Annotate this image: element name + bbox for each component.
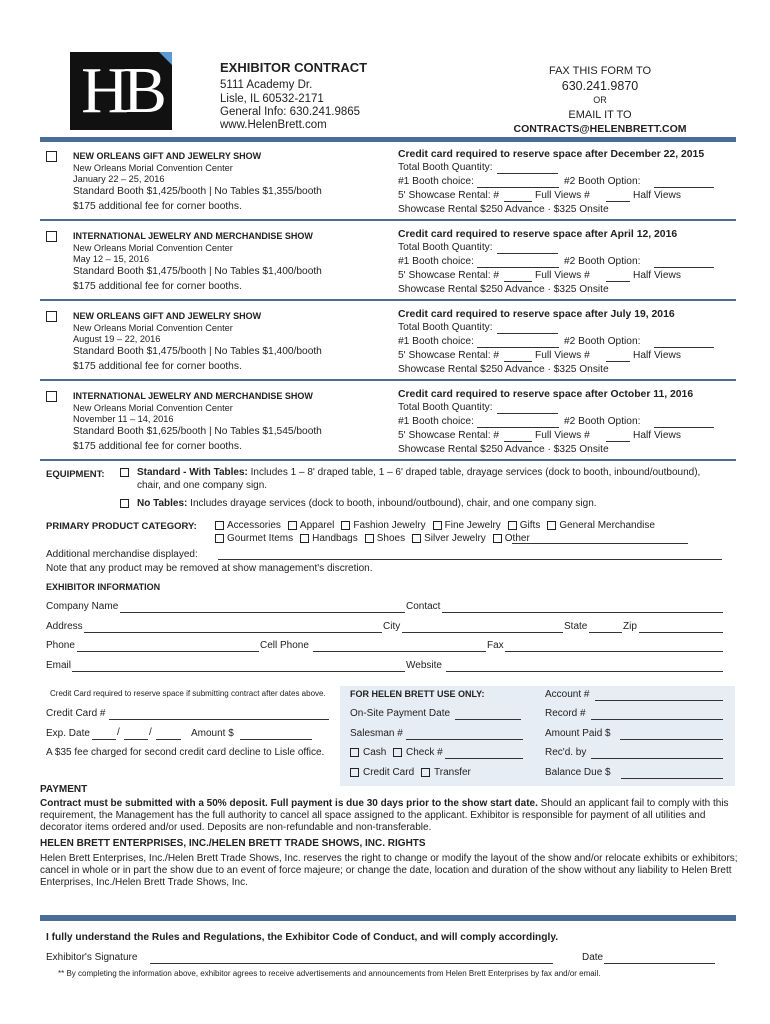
category-option[interactable] <box>215 533 293 544</box>
city-label: City <box>383 621 401 632</box>
website-field-label: Website <box>406 660 442 671</box>
general-info: General Info: 630.241.9865 <box>220 106 361 118</box>
header-divider <box>40 137 736 142</box>
showcase-rental-label: 5' Showcase Rental: # <box>398 270 500 281</box>
payment-heading: PAYMENT <box>40 784 88 795</box>
show-dates: November 11 – 14, 2016 <box>73 414 174 424</box>
total-booth-qty-label: Total Booth Quantity: <box>398 322 493 333</box>
credit-card-field[interactable] <box>109 708 329 720</box>
showcase-price: Showcase Rental $250 Advance · $325 Onsite <box>398 204 609 215</box>
show-checkbox[interactable] <box>46 151 57 162</box>
total-booth-qty-label: Total Booth Quantity: <box>398 242 493 253</box>
onsite-payment-label: On-Site Payment Date <box>350 708 451 719</box>
category-option[interactable] <box>433 520 501 531</box>
credit-card-deadline: Credit card required to reserve space after October 11, 2016 <box>398 389 694 400</box>
show-divider <box>40 299 736 301</box>
amount-paid-field[interactable] <box>620 728 723 740</box>
full-views-qty-field[interactable] <box>504 350 532 362</box>
zip-field[interactable] <box>639 621 723 633</box>
address-line-2: Lisle, IL 60532-2171 <box>220 93 324 105</box>
website-field[interactable] <box>446 660 723 672</box>
contract-title: EXHIBITOR CONTRACT <box>220 60 368 75</box>
category-label: General Merchandise <box>559 520 655 531</box>
second-booth-option-field[interactable] <box>654 176 714 188</box>
show-name: NEW ORLEANS GIFT AND JEWELRY SHOW <box>73 311 262 321</box>
show-divider <box>40 219 736 221</box>
showcase-price: Showcase Rental $250 Advance · $325 Onsite <box>398 444 609 455</box>
exp-year-field[interactable] <box>156 728 181 740</box>
address-line-1: 5111 Academy Dr. <box>220 79 313 91</box>
show-venue: New Orleans Morial Convention Center <box>73 323 233 333</box>
no-tables-option <box>137 498 597 509</box>
record-field[interactable] <box>591 708 723 720</box>
category-label: Shoes <box>376 533 406 544</box>
full-views-qty-field[interactable] <box>504 270 532 282</box>
show-name: NEW ORLEANS GIFT AND JEWELRY SHOW <box>73 151 262 161</box>
date-field[interactable] <box>604 952 715 964</box>
show-pricing: Standard Booth $1,425/booth | No Tables $1,355/booth <box>73 186 322 197</box>
additional-merchandise-field[interactable] <box>218 548 722 560</box>
category-checkbox[interactable] <box>508 521 517 530</box>
company-name-field[interactable] <box>120 601 405 613</box>
second-booth-option-field[interactable] <box>654 416 714 428</box>
check-number-field[interactable] <box>445 747 523 759</box>
second-booth-option-field[interactable] <box>654 256 714 268</box>
category-checkbox[interactable] <box>412 534 421 543</box>
category-label: Other <box>504 533 530 544</box>
transfer-label: Transfer <box>434 767 471 778</box>
transfer-checkbox[interactable] <box>421 768 430 777</box>
city-field[interactable] <box>402 621 563 633</box>
fax-number: 630.241.9870 <box>561 79 639 93</box>
half-views-label: Half Views <box>633 350 681 361</box>
salesman-field[interactable] <box>406 728 523 740</box>
category-label: Gourmet Items <box>227 533 294 544</box>
website-link[interactable]: www.HelenBrett.com <box>220 119 327 131</box>
signature-label: Exhibitor's Signature <box>46 952 138 963</box>
half-views-label: Half Views <box>633 190 681 201</box>
category-row-1 <box>215 520 655 531</box>
category-option[interactable] <box>508 520 541 531</box>
equipment-label: EQUIPMENT: <box>46 469 105 480</box>
category-checkbox[interactable] <box>341 521 350 530</box>
category-label: Accessories <box>227 520 281 531</box>
category-option[interactable] <box>547 520 655 531</box>
account-label: Account # <box>545 689 590 700</box>
show-pricing: Standard Booth $1,475/booth | No Tables $1,400/booth <box>73 346 322 357</box>
standard-option-text: Includes 1 – 8' draped table, 1 – 6' draped table, drayage services (dock to booth, inbound/outbound), <box>250 467 701 478</box>
category-checkbox[interactable] <box>433 521 442 530</box>
credit-card-checkbox[interactable] <box>350 768 359 777</box>
removal-note: Note that any product may be removed at show management's discretion. <box>46 563 373 574</box>
showcase-rental-label: 5' Showcase Rental: # <box>398 350 500 361</box>
credit-card-deadline: Credit card required to reserve space after December 22, 2015 <box>398 149 705 160</box>
no-tables-checkbox[interactable] <box>120 499 129 508</box>
full-views-label: Full Views # <box>535 430 590 441</box>
exp-day-field[interactable] <box>124 728 148 740</box>
second-booth-option-label: #2 Booth Option: <box>564 256 641 267</box>
show-dates: May 12 – 15, 2016 <box>73 254 150 264</box>
show-pricing: Standard Booth $1,625/booth | No Tables $1,545/booth <box>73 426 322 437</box>
amount-field[interactable] <box>240 728 312 740</box>
standard-checkbox[interactable] <box>120 468 129 477</box>
half-views-qty-field[interactable] <box>606 190 630 202</box>
show-checkbox[interactable] <box>46 391 57 402</box>
first-booth-choice-field[interactable] <box>477 256 559 268</box>
credit-card-label: Credit Card # <box>46 708 106 719</box>
full-views-label: Full Views # <box>535 350 590 361</box>
total-booth-qty-field[interactable] <box>497 322 558 334</box>
fax-field[interactable] <box>505 640 723 652</box>
amount-label: Amount $ <box>191 728 234 739</box>
first-booth-choice-label: #1 Booth choice: <box>398 416 474 427</box>
corner-fee: $175 additional fee for corner booths. <box>73 361 242 372</box>
salesman-label: Salesman # <box>350 728 403 739</box>
credit-card-deadline: Credit card required to reserve space after July 19, 2016 <box>398 309 675 320</box>
total-booth-qty-field[interactable] <box>497 402 558 414</box>
showcase-rental-label: 5' Showcase Rental: # <box>398 190 500 201</box>
first-booth-choice-field[interactable] <box>477 416 559 428</box>
category-checkbox[interactable] <box>547 521 556 530</box>
first-booth-choice-field[interactable] <box>477 336 559 348</box>
payment-terms-text: Should an applicant fail to comply with this requirement, the Management has the full authority to cancel all space assigned to the applicant. Exhibitor is responsible for payment of all utilities and decorator items ordered and/or used. Deposits are non-refundable and non-transferable. <box>40 798 729 833</box>
show-checkbox[interactable] <box>46 311 57 322</box>
zip-label: Zip <box>623 621 637 632</box>
logo-corner-accent <box>159 52 172 65</box>
fax-field-label: Fax <box>487 640 504 651</box>
show-name: INTERNATIONAL JEWELRY AND MERCHANDISE SHOW <box>73 231 313 241</box>
half-views-label: Half Views <box>633 270 681 281</box>
first-booth-choice-label: #1 Booth choice: <box>398 256 474 267</box>
credit-card-deadline: Credit card required to reserve space after April 12, 2016 <box>398 229 678 240</box>
category-label: Silver Jewelry <box>424 533 486 544</box>
rights-heading: HELEN BRETT ENTERPRISES, INC./HELEN BRETT TRADE SHOWS, INC. RIGHTS <box>40 838 426 849</box>
balance-due-field[interactable] <box>621 767 723 779</box>
email-field[interactable] <box>72 660 405 672</box>
exp-month-field[interactable] <box>92 728 116 740</box>
exp-sep-2: / <box>149 727 152 738</box>
contact-label: Contact <box>406 601 441 612</box>
half-views-label: Half Views <box>633 430 681 441</box>
cell-phone-field[interactable] <box>313 640 486 652</box>
onsite-payment-field[interactable] <box>455 708 521 720</box>
company-name-label: Company Name <box>46 601 119 612</box>
show-divider <box>40 379 736 381</box>
check-label: Check # <box>406 747 443 758</box>
show-name: INTERNATIONAL JEWELRY AND MERCHANDISE SHOW <box>73 391 313 401</box>
showcase-rental-label: 5' Showcase Rental: # <box>398 430 500 441</box>
category-label: Fashion Jewelry <box>353 520 426 531</box>
total-booth-qty-label: Total Booth Quantity: <box>398 162 493 173</box>
category-checkbox[interactable] <box>300 534 309 543</box>
contact-field[interactable] <box>442 601 723 613</box>
standard-option-title: Standard - With Tables: <box>137 467 248 478</box>
agreement-statement: I fully understand the Rules and Regulations, the Exhibitor Code of Conduct, and will comply accordingly. <box>46 932 559 943</box>
amount-paid-label: Amount Paid $ <box>545 728 611 739</box>
total-booth-qty-label: Total Booth Quantity: <box>398 402 493 413</box>
credit-card-note: Credit Card required to reserve space if submitting contract after dates above. <box>50 689 326 698</box>
contract-email[interactable]: CONTRACTS@HELENBRETT.COM <box>513 123 687 135</box>
category-option[interactable] <box>412 533 486 544</box>
exp-sep-1: / <box>117 727 120 738</box>
category-checkbox[interactable] <box>215 534 224 543</box>
fax-label: FAX THIS FORM TO <box>548 65 652 77</box>
category-option[interactable] <box>215 520 281 531</box>
payment-terms-bold: Contract must be submitted with a 50% deposit. Full payment is due 30 days prior to the show start date. <box>40 798 538 809</box>
email-label: EMAIL IT TO <box>568 109 632 121</box>
first-booth-choice-field[interactable] <box>477 176 559 188</box>
check-checkbox[interactable] <box>393 748 402 757</box>
category-option[interactable] <box>288 520 334 531</box>
footnote: ** By completing the information above, exhibitor agrees to receive advertisements and announcements from Helen Brett Enterprises by fax and/or email. <box>58 969 601 978</box>
cash-checkbox[interactable] <box>350 748 359 757</box>
no-tables-option-text: Includes drayage services (dock to booth, inbound/outbound), chair, and one company sign. <box>190 498 597 509</box>
total-booth-qty-field[interactable] <box>497 162 558 174</box>
show-venue: New Orleans Morial Convention Center <box>73 403 233 413</box>
date-label: Date <box>582 952 604 963</box>
show-checkbox[interactable] <box>46 231 57 242</box>
balance-due-label: Balance Due $ <box>545 767 611 778</box>
category-label: Gifts <box>519 520 541 531</box>
category-checkbox[interactable] <box>365 534 374 543</box>
no-tables-option-title: No Tables: <box>137 498 188 509</box>
cash-label: Cash <box>363 747 387 758</box>
payment-terms <box>40 798 745 834</box>
or-label: OR <box>593 95 607 105</box>
half-views-qty-field[interactable] <box>606 350 630 362</box>
show-pricing: Standard Booth $1,475/booth | No Tables $1,400/booth <box>73 266 322 277</box>
category-label: Fine Jewelry <box>444 520 501 531</box>
category-checkbox[interactable] <box>288 521 297 530</box>
decline-fee-note: A $35 fee charged for second credit card decline to Lisle office. <box>46 747 325 758</box>
show-divider <box>40 459 736 461</box>
first-booth-choice-label: #1 Booth choice: <box>398 336 474 347</box>
exhibitor-info-heading: EXHIBITOR INFORMATION <box>46 582 161 592</box>
signature-field[interactable] <box>150 952 553 964</box>
account-field[interactable] <box>595 689 723 701</box>
first-booth-choice-label: #1 Booth choice: <box>398 176 474 187</box>
category-checkbox[interactable] <box>215 521 224 530</box>
standard-option-text-2: chair, and one company sign. <box>137 480 268 491</box>
full-views-label: Full Views # <box>535 190 590 201</box>
logo-monogram: HB <box>81 54 161 127</box>
phone-label: Phone <box>46 640 75 651</box>
recd-by-label: Rec'd. by <box>545 747 587 758</box>
credit-card-option-label: Credit Card <box>363 767 415 778</box>
show-dates: August 19 – 22, 2016 <box>73 334 161 344</box>
phone-field[interactable] <box>77 640 259 652</box>
corner-fee: $175 additional fee for corner booths. <box>73 281 242 292</box>
total-booth-qty-field[interactable] <box>497 242 558 254</box>
full-views-qty-field[interactable] <box>504 430 532 442</box>
signature-divider <box>40 915 736 921</box>
category-label: Apparel <box>299 520 335 531</box>
second-booth-option-field[interactable] <box>654 336 714 348</box>
full-views-label: Full Views # <box>535 270 590 281</box>
category-row-2 <box>215 533 530 544</box>
office-use-heading: FOR HELEN BRETT USE ONLY: <box>350 689 485 699</box>
product-category-label: PRIMARY PRODUCT CATEGORY: <box>46 521 197 532</box>
full-views-qty-field[interactable] <box>504 190 532 202</box>
address-field[interactable] <box>84 621 382 633</box>
rights-text: Helen Brett Enterprises, Inc./Helen Brett Trade Shows, Inc. reserves the right to change or modify the layout of the show and/or relocate exhibits or exhibitors; cancel in whole or in part the show due to an event of force majeure; or change the date, location and duration of the show without any liability to Helen Brett Enterprises, Inc./Helen Brett Trade Shows, Inc. <box>40 853 738 888</box>
cell-phone-label: Cell Phone <box>260 640 309 651</box>
corner-fee: $175 additional fee for corner booths. <box>73 201 242 212</box>
show-venue: New Orleans Morial Convention Center <box>73 163 233 173</box>
showcase-price: Showcase Rental $250 Advance · $325 Onsite <box>398 364 609 375</box>
recd-by-field[interactable] <box>591 747 723 759</box>
corner-fee: $175 additional fee for corner booths. <box>73 441 242 452</box>
category-option[interactable] <box>341 520 425 531</box>
state-field[interactable] <box>589 621 622 633</box>
half-views-qty-field[interactable] <box>606 430 630 442</box>
category-option[interactable] <box>300 533 358 544</box>
half-views-qty-field[interactable] <box>606 270 630 282</box>
second-booth-option-label: #2 Booth Option: <box>564 416 641 427</box>
show-dates: January 22 – 25, 2016 <box>73 174 165 184</box>
address-label: Address <box>46 621 83 632</box>
record-label: Record # <box>545 708 586 719</box>
show-venue: New Orleans Morial Convention Center <box>73 243 233 253</box>
email-field-label: Email <box>46 660 72 671</box>
showcase-price: Showcase Rental $250 Advance · $325 Onsite <box>398 284 609 295</box>
category-checkbox[interactable] <box>493 534 502 543</box>
other-category-field[interactable] <box>512 532 688 544</box>
category-option[interactable] <box>365 533 405 544</box>
second-booth-option-label: #2 Booth Option: <box>564 176 641 187</box>
exp-date-label: Exp. Date <box>46 728 90 739</box>
state-label: State <box>564 621 588 632</box>
additional-merchandise-label: Additional merchandise displayed: <box>46 549 198 560</box>
helen-brett-logo <box>70 52 172 130</box>
category-label: Handbags <box>312 533 358 544</box>
second-booth-option-label: #2 Booth Option: <box>564 336 641 347</box>
standard-option <box>137 467 737 478</box>
